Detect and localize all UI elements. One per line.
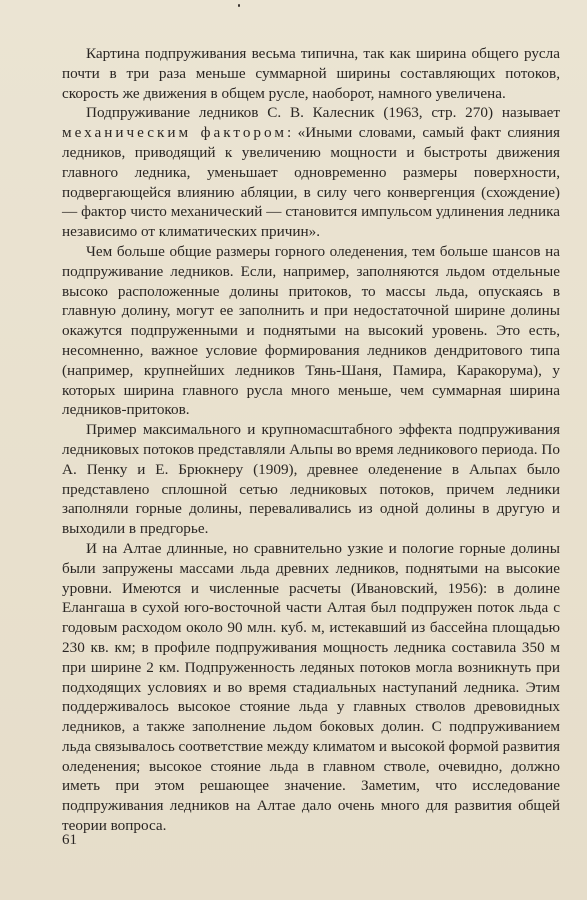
print-speck bbox=[238, 4, 240, 7]
body-text bbox=[62, 44, 560, 836]
paragraph-4: Пример максимального и крупномасштабного эффекта подпруживания ледниковых потоков представляли Альпы во время ледникового периода. По А. Пенку и Е. Брюкнеру (1909), древнее оледенение в Альпах было представлено сплошной сетью ледниковых потоков, причем ледники заполняли горные долины, переваливались из одной долины в другую и выходили в предгорье. bbox=[62, 421, 560, 538]
paragraph-2-quote: : «Иными словами, самый факт слияния ледников, приводящий к увеличению мощности и быстроты движения главного ледника, уменьшает одновременно размеры поверхности, подвергающейся влиянию абляции, в силу чего конвергенция (схождение) — фактор чисто механический — становится импульсом удлинения ледника независимо от климатических причин». bbox=[62, 124, 560, 241]
page-number: 61 bbox=[62, 832, 77, 848]
spaced-term: механическим фактором bbox=[62, 124, 287, 142]
paragraph-2-start: Подпруживание ледников С. В. Калесник (1963, стр. 270) называет bbox=[86, 104, 560, 122]
paragraph-1: Картина подпруживания весьма типична, так как ширина общего русла почти в три раза меньше суммарной ширины составляющих потоков, скорость же движения в общем русле, наоборот, намного увеличена. bbox=[62, 45, 560, 102]
paragraph-5: И на Алтае длинные, но сравнительно узкие и пологие горные долины были запружены массами льда древних ледников, поднятыми на высокие уровни. Имеются и численные расчеты (Ивановский, 1956): в долине Елангаша в сухой юго-восточной части Алтая был подпружен поток льда с годовым расходом около 90 млн. куб. м, истекавший из бассейна площадью 230 кв. км; в профиле подпруживания мощность ледника составила 350 м при ширине 2 км. Подпруженность ледяных потоков могла возникнуть при подходящих условиях и во время стадиальных наступаний ледника. Этим поддерживалось высокое стояние льда у главных стволов древовидных ледников, а также заполнение льдом боковых долин. С подпруживанием льда связывалось соответствие между климатом и высокой формой развития оледенения; высокое стояние льда в главном стволе, очевидно, должно иметь при этом решающее значение. Заметим, что исследование подпруживания ледников на Алтае дало очень много для развития общей теории вопроса. bbox=[62, 539, 560, 835]
paragraph-3: Чем больше общие размеры горного оледенения, тем больше шансов на подпруживание ледников. Если, например, заполняются льдом отдельные высоко расположенные долины притоков, то массы льда, опускаясь в главную долину, могут ее заполнить и при недостаточной ширине долины окажутся подпруженными и поднятыми на высокий уровень. Это есть, несомненно, важное условие формирования ледников дендритового типа (например, крупнейших ледников Тянь-Шаня, Памира, Каракорума), у которых ширина главного русла много меньше, чем суммарная ширина ледников-притоков. bbox=[62, 242, 560, 419]
paragraph-2 bbox=[62, 103, 560, 242]
